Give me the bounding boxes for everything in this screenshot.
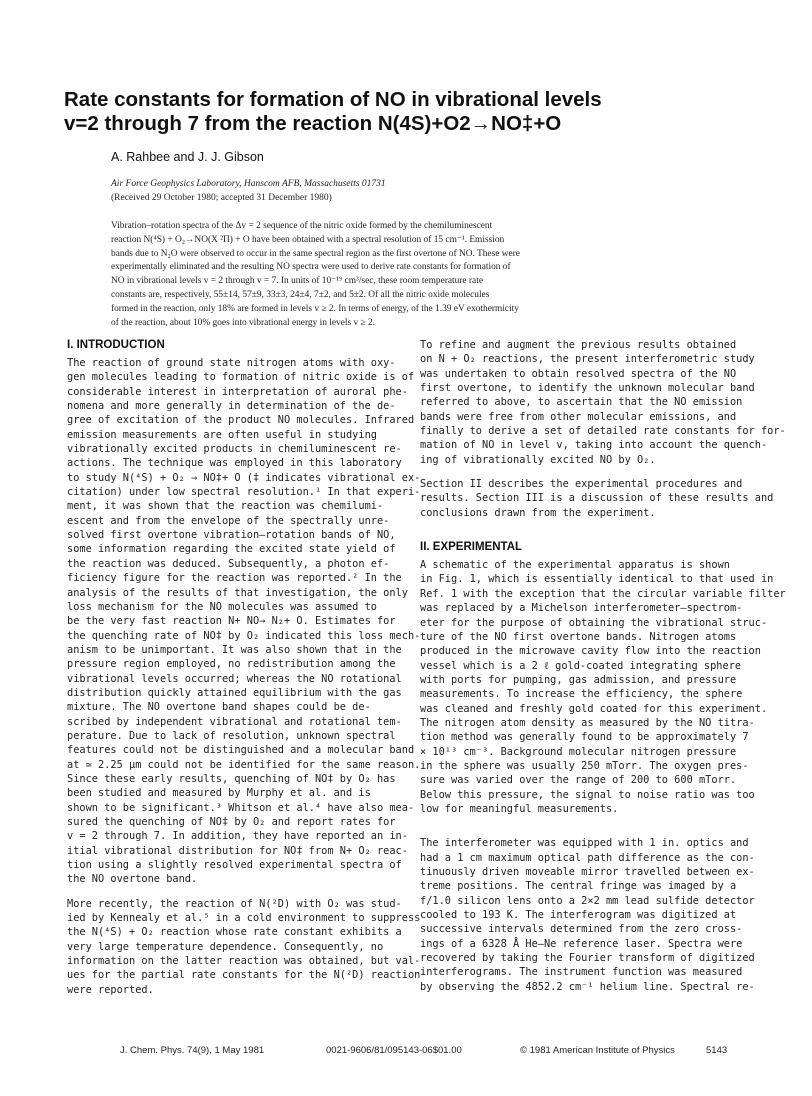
left-column — [67, 338, 421, 997]
text-line: mixture. The NO overtone band shapes could be de- — [67, 701, 371, 714]
text-line: interferograms. The instrument function was measured — [420, 966, 743, 979]
text-line: Ref. 1 with the exception that the circular variable filter — [420, 587, 786, 600]
text-line: tion using a slightly resolved experimental spectra of — [67, 859, 402, 872]
text-line: sured the quenching of NO‡ by O₂ and report rates for — [67, 816, 396, 828]
experimental-paragraph-2 — [420, 836, 755, 994]
text-line: vibrationally excited products in chemiluminescent re- — [67, 443, 402, 456]
text-line: of the reaction, about 10% goes into vibrational energy in levels v ≥ 2. — [111, 317, 376, 328]
text-line: was cleaned and freshly gold coated for this experiment. — [420, 702, 768, 715]
experimental-paragraph-1 — [420, 558, 786, 816]
text-line: actions. The technique was employed in this laboratory — [67, 457, 402, 470]
text-line: NO in vibrational levels v = 2 through v = 7. In units of 10⁻¹⁹ cm³/sec, these room temperature rate — [111, 276, 483, 287]
text-line: emission measurements are often useful in studying — [67, 428, 377, 441]
author-list: A. Rahbee and J. J. Gibson — [111, 150, 264, 164]
abstract — [111, 220, 711, 330]
intro-paragraph-4 — [420, 477, 774, 520]
text-line: recovered by taking the Fourier transform of digitized — [420, 952, 755, 965]
text-line: sure was varied over the range of 200 to 600 mTorr. — [420, 774, 737, 787]
text-line: Section II describes the experimental procedures and — [420, 478, 743, 491]
text-line: produced in the microwave cavity flow into the reaction — [420, 645, 761, 658]
text-line: loss mechanism for the NO molecules was assumed to — [67, 600, 377, 613]
intro-paragraph-2 — [67, 897, 421, 997]
title-line-2: v=2 through 7 from the reaction N(4S)+O2→NO‡+O — [64, 112, 562, 135]
footer-article-code: 0021-9606/81/095143-06$01.00 — [326, 1045, 462, 1056]
text-line: were reported. — [67, 983, 154, 996]
section-heading-introduction: I. INTRODUCTION — [67, 339, 165, 351]
text-line: cooled to 193 K. The interferogram was digitized at — [420, 909, 737, 922]
text-line: had a 1 cm maximum optical path difference as the con- — [420, 851, 755, 864]
footer-copyright: © 1981 American Institute of Physics — [520, 1045, 675, 1056]
text-line: distribution quickly attained equilibrium with the gas — [67, 686, 402, 699]
text-line: gree of excitation of the product NO molecules. Infrared — [67, 414, 415, 427]
text-line: Since these early results, quenching of NO‡ by O₂ has — [67, 772, 396, 785]
text-line: low for meaningful measurements. — [420, 802, 619, 815]
text-line: scribed by independent vibrational and rotational tem- — [67, 715, 402, 728]
text-line: constants are, respectively, 55±14, 57±9, 33±3, 24±4, 7±2, and 5±2. Of all the nitric oxide molecules — [111, 289, 490, 300]
text-line: gen molecules leading to formation of nitric oxide is of — [67, 371, 415, 384]
text-line: itial vibrational distribution for NO‡ from N+ O₂ reac- — [67, 844, 408, 857]
text-line: the reaction was deduced. Subsequently, a photon ef- — [67, 557, 390, 570]
text-line: features could not be distinguished and a molecular band — [67, 744, 415, 757]
text-line: pressure region employed, no redistribution among the — [67, 658, 396, 671]
text-line: analysis of the results of that investigation, the only — [67, 586, 408, 599]
text-line: in the sphere was usually 250 mTorr. The oxygen pres- — [420, 759, 749, 772]
page-footer — [0, 1045, 812, 1059]
text-line: shown to be significant.³ Whitson et al.⁴ have also mea- — [67, 801, 415, 814]
text-line: ues for the partial rate constants for the N(²D) reaction — [67, 969, 421, 982]
text-line: nomena and more generally in determination of the de- — [67, 400, 396, 413]
text-line: to study N(⁴S) + O₂ → NO‡+ O (‡ indicates vibrational ex- — [67, 471, 421, 484]
text-line: very large temperature dependence. Consequently, no — [67, 940, 384, 953]
text-line: ficiency figure for the reaction was reported.² In the — [67, 572, 402, 585]
text-line: escent and from the envelope of the spectrally unre- — [67, 514, 390, 527]
text-line: formed in the reaction, only 18% are formed in levels v ≥ 2. In terms of energy, of the 1.39 eV exothermicity — [111, 303, 519, 314]
intro-paragraph-1 — [67, 356, 421, 887]
text-line: first overtone, to identify the unknown molecular band — [420, 382, 755, 395]
text-line: v = 2 through 7. In addition, they have reported an in- — [67, 830, 408, 843]
text-line: The interferometer was equipped with 1 in. optics and — [420, 837, 749, 850]
text-line: To refine and augment the previous results obtained — [420, 339, 737, 351]
text-line: eter for the purpose of obtaining the vibrational struc- — [420, 616, 768, 629]
text-line: results. Section III is a discussion of these results and — [420, 492, 774, 505]
text-line: Vibration–rotation spectra of the Δv = 2 sequence of the nitric oxide formed by the chemiluminescent — [111, 221, 493, 231]
text-line: treme positions. The central fringe was imaged by a — [420, 880, 737, 893]
text-line: was replaced by a Michelson interferometer–spectrom- — [420, 602, 743, 615]
text-line: was undertaken to obtain resolved spectra of the NO — [420, 367, 737, 380]
text-line: be the very fast reaction N+ NO→ N₂+ O. Estimates for — [67, 615, 396, 628]
text-line: anism to be unimportant. It was also shown that in the — [67, 643, 402, 656]
text-line: vibrational levels occurred; whereas the NO rotational — [67, 672, 402, 685]
section-heading-experimental: II. EXPERIMENTAL — [420, 541, 523, 554]
footer-journal-citation: J. Chem. Phys. 74(9), 1 May 1981 — [120, 1045, 265, 1056]
text-line: successive intervals determined from the zero cross- — [420, 923, 743, 936]
received-dates: (Received 29 October 1980; accepted 31 December 1980) — [111, 193, 332, 203]
text-line: in Fig. 1, which is essentially identical to that used in — [420, 573, 774, 586]
text-line: A schematic of the experimental apparatus is shown — [420, 559, 730, 572]
affiliation: Air Force Geophysics Laboratory, Hanscom AFB, Massachusetts 01731 — [111, 179, 386, 189]
text-line: × 10¹³ cm⁻³. Background molecular nitrogen pressure — [420, 745, 737, 758]
text-line: The reaction of ground state nitrogen atoms with oxy- — [67, 357, 396, 369]
text-line: Below this pressure, the signal to noise ratio was too — [420, 788, 755, 801]
text-line: citation) under low spectral resolution.¹ In that experi- — [67, 486, 421, 499]
text-line: ied by Kennealy et al.⁵ in a cold environment to suppress — [67, 912, 421, 925]
text-line: tinuously driven moveable mirror travelled between ex- — [420, 866, 755, 878]
text-line: finally to derive a set of detailed rate constants for for- — [420, 425, 786, 438]
text-line: conclusions drawn from the experiment. — [420, 506, 656, 519]
text-line: the N(⁴S) + O₂ reaction whose rate constant exhibits a — [67, 926, 402, 939]
text-line: mation of NO in level v, taking into account the quench- — [420, 439, 768, 452]
article-title — [64, 88, 764, 136]
text-line: considerable interest in interpretation of auroral phe- — [67, 385, 408, 398]
footer-page-number: 5143 — [706, 1045, 728, 1056]
text-line: information on the latter reaction was obtained, but val- — [67, 955, 421, 968]
text-line: been studied and measured by Murphy et al. and is — [67, 787, 371, 800]
text-line: ment, it was shown that the reaction was chemilumi- — [67, 500, 384, 513]
text-line: tion method was generally found to be approximately 7 — [420, 731, 749, 744]
text-line: ings of a 6328 Å He–Ne reference laser. Spectra were — [420, 937, 743, 950]
text-line: bands were free from other molecular emissions, and — [420, 410, 737, 423]
text-line: the NO overtone band. — [67, 873, 198, 886]
text-line: More recently, the reaction of N(²D) with O₂ was stud- — [67, 897, 402, 910]
text-line: The nitrogen atom density as measured by the NO titra- — [420, 716, 755, 729]
text-line: at ≃ 2.25 μm could not be identified for the same reason. — [67, 758, 421, 771]
text-line: perature. Due to lack of resolution, unknown spectral — [67, 729, 396, 742]
text-line: the quenching rate of NO‡ by O₂ indicated this loss mech- — [67, 629, 421, 642]
text-line: ing of vibrationally excited NO by O₂. — [420, 453, 656, 466]
text-line: reaction N(⁴S) + O₂→NO(X ²Π) + O have been obtained with a spectral resolution of 15 cm⁻¹. Emission — [111, 234, 505, 245]
text-line: ture of the NO first overtone bands. Nitrogen atoms — [420, 630, 737, 643]
text-line: referred to above, to ascertain that the NO emission — [420, 396, 743, 409]
text-line: f/1.0 silicon lens onto a 2×2 mm lead sulfide detector — [420, 894, 755, 907]
text-line: measurements. To increase the efficiency, the sphere — [420, 688, 743, 701]
text-line: by observing the 4852.2 cm⁻¹ helium line. Spectral re- — [420, 980, 755, 993]
text-line: on N + O₂ reactions, the present interferometric study — [420, 353, 755, 366]
text-line: some information regarding the excited state yield of — [67, 543, 396, 556]
text-line: bands due to N₂O were observed to occur in the same spectral region as the first overtone of NO. These were — [111, 248, 520, 259]
intro-paragraph-3 — [420, 338, 786, 467]
text-line: experimentally eliminated and the resulting NO spectra were used to derive rate constants for formation of — [111, 262, 511, 273]
title-line-1: Rate constants for formation of NO in vibrational levels — [64, 88, 602, 111]
text-line: with ports for pumping, gas admission, and pressure — [420, 673, 737, 686]
text-line: solved first overtone vibration–rotation bands of NO, — [67, 529, 396, 542]
text-line: vessel which is a 2 ℓ gold-coated integrating sphere — [420, 659, 742, 672]
right-column — [420, 338, 786, 994]
